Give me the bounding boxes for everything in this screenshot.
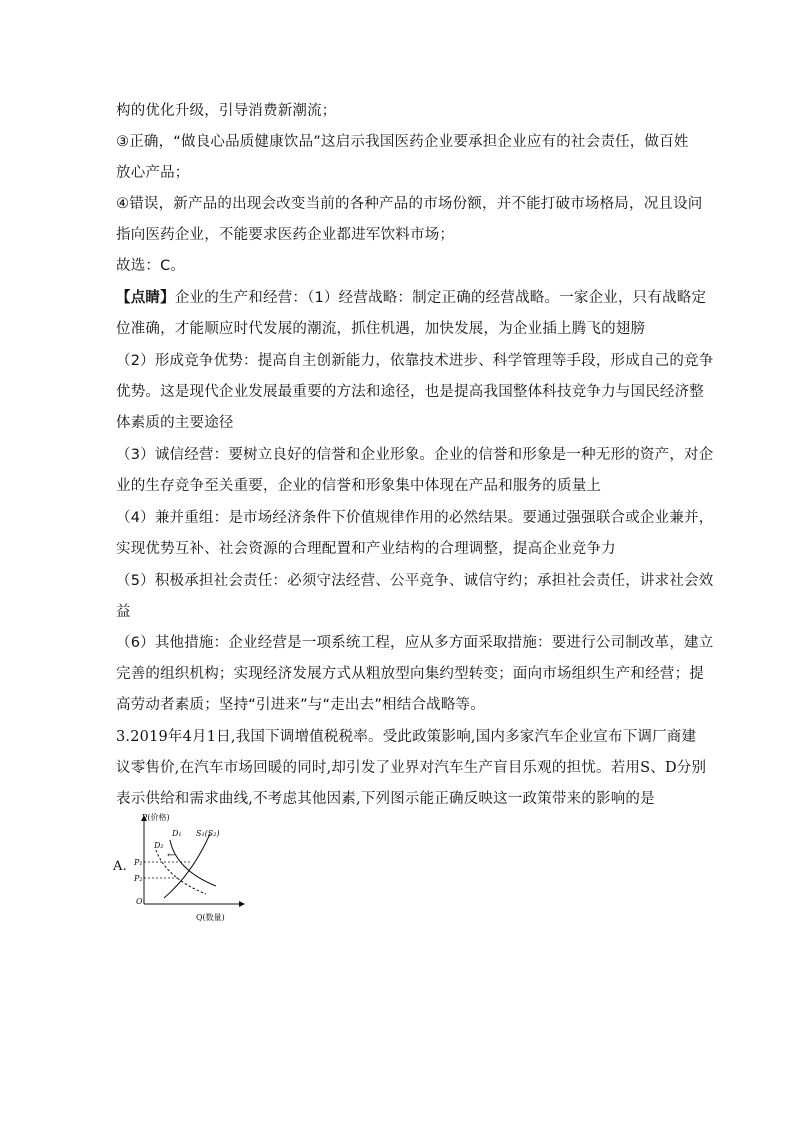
origin-label: O <box>136 897 143 906</box>
note-line: （2）形成竞争优势：提高自主创新能力，依靠技术进步、科学管理等手段，形成自己的竞争 <box>116 353 714 369</box>
note-line: （5）积极承担社会责任：必须守法经营、公平竞争、诚信守约；承担社会责任，讲求社会效 <box>116 573 714 589</box>
note-line: （3）诚信经营：要树立良好的信誉和企业形象。企业的信誉和形象是一种无形的资产，对企 <box>116 447 714 463</box>
text-line: 故选：C。 <box>116 258 186 274</box>
demand-curve-d1 <box>170 840 216 886</box>
note-line: 业的生存竞争至关重要，企业的信誉和形象集中体现在产品和服务的质量上 <box>116 478 602 494</box>
note-line: （6）其他措施：企业经营是一项系统工程，应从多方面采取措施：要进行公司制改革，建立 <box>116 635 714 651</box>
text-line: 指向医药企业，不能要求医药企业都进军饮料市场； <box>116 227 455 243</box>
x-axis-label: Q(数量) <box>196 913 225 922</box>
d1-label: D₁ <box>172 829 182 838</box>
note-line: 完善的组织机构；实现经济发展方式从粗放型向集约型转变；面向市场组织生产和经营；提 <box>116 666 704 682</box>
note-line: 体素质的主要途径 <box>116 415 234 431</box>
supply-label: S₁(S₂) <box>196 829 220 838</box>
note-line: 位准确，才能顺应时代发展的潮流，抓住机遇，加快发展，为企业插上腾飞的翅膀 <box>116 321 646 337</box>
shift-arrow: ← <box>167 850 176 861</box>
note-line: 优势。这是现代企业发展最重要的方法和途径，也是提高我国整体科技竞争力与国民经济整 <box>116 384 704 400</box>
option-a-label: A. <box>113 859 127 874</box>
p2-label: P₂ <box>134 874 143 883</box>
supply-demand-graph <box>110 812 250 924</box>
note-text: 企业的生产和经营：（1）经营战略：制定正确的经营战略。一家企业，只有战略定 <box>174 290 707 306</box>
text-line: 放心产品； <box>116 165 190 181</box>
text-line: ③正确，“做良心品质健康饮品”这启示我国医药企业要承担企业应有的社会责任，做百姓 <box>116 134 689 150</box>
y-axis-label: P(价格) <box>142 813 170 822</box>
d2-label: D₂ <box>154 841 164 850</box>
text-line: 构的优化升级，引导消费新潮流； <box>116 103 337 119</box>
note-first-line <box>116 283 707 314</box>
p1-label: P₁ <box>134 858 143 867</box>
note-line: 高劳动者素质；坚持“引进来”与“走出去”相结合战略等。 <box>116 697 485 713</box>
text-line: ④错误，新产品的出现会改变当前的各种产品的市场份额，并不能打破市场格局，况且设问 <box>116 196 703 212</box>
note-line: 益 <box>116 604 131 620</box>
note-tag: 【点睛】 <box>116 290 175 306</box>
note-line: （4）兼并重组：是市场经济条件下价值规律作用的必然结果。要通过强强联合或企业兼并， <box>116 510 714 526</box>
note-line: 实现优势互补、社会资源的合理配置和产业结构的合理调整，提高企业竞争力 <box>116 541 616 557</box>
question-line: 3.2019年4月1日,我国下调增值税税率。受此政策影响,国内多家汽车企业宣布下调厂商建 <box>116 729 697 745</box>
question-line: 议零售价,在汽车市场回暖的同时,却引发了业界对汽车生产盲目乐观的担忧。若用S、D分别 <box>116 760 707 776</box>
question-line: 表示供给和需求曲线,不考虑其他因素,下列图示能正确反映这一政策带来的影响的是 <box>116 791 655 807</box>
